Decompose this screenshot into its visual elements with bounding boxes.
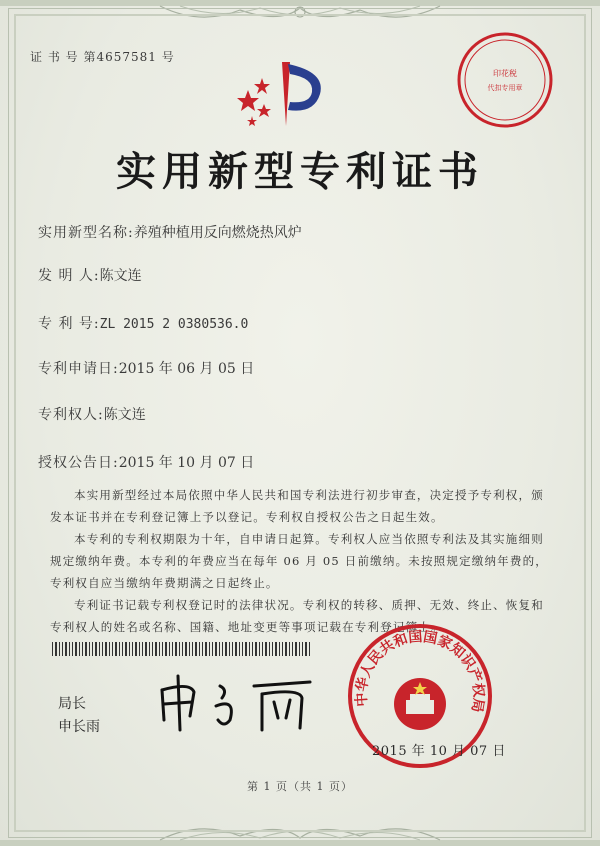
patent-office-emblem-icon: [226, 52, 346, 132]
seal-date: 2015 年 10 月 07 日: [372, 744, 506, 759]
field-label: 发 明 人:: [38, 268, 100, 284]
page-title: 实用新型专利证书: [116, 148, 484, 195]
field-label: 专利申请日:: [38, 361, 119, 377]
grant-date-field: [38, 452, 254, 472]
certificate-body: [50, 484, 550, 638]
field-value: ZL 2015 2 0380536.0: [99, 317, 249, 332]
field-value: 2015 年 10 月 07 日: [118, 455, 255, 471]
utility-model-name-field: [38, 222, 302, 242]
filing-date-field: [38, 358, 254, 378]
director-title: 局长: [58, 696, 86, 712]
patentee-field: [38, 404, 146, 424]
svg-text:代扣专用章: 代扣专用章: [487, 84, 523, 92]
field-label: 授权公告日:: [38, 455, 119, 471]
body-paragraph-2: 本专利的专利权期限为十年，自申请日起算。专利权人应当依照专利法及其实施细则规定缴纳年费。本专利的年费应当在每年 06 月 05 日前缴纳。未按照规定缴纳年费的，专利权自应当缴纳年费期满之日起终止。: [50, 532, 548, 590]
body-paragraph-1: 本实用新型经过本局依照中华人民共和国专利法进行初步审查，决定授予专利权，颁发本证书并在专利登记簿上予以登记。专利权自授权公告之日起生效。: [50, 488, 544, 524]
certificate-number: 证 书 号 第4657581 号: [30, 50, 175, 64]
director-signature: [150, 668, 330, 738]
field-value: 养殖种植用反向燃烧热风炉: [133, 225, 302, 241]
field-value: 陈文连: [99, 268, 142, 284]
barcode-icon: [52, 642, 312, 656]
field-value: 陈文连: [103, 407, 146, 423]
field-label: 实用新型名称:: [38, 225, 134, 241]
inventor-field: [38, 265, 142, 285]
field-value: 2015 年 06 月 05 日: [118, 361, 255, 377]
svg-text:印花税: 印花税: [493, 69, 517, 78]
field-label: 专利权人:: [38, 407, 104, 423]
body-paragraph-3: 专利证书记载专利权登记时的法律状况。专利权的转移、质押、无效、终止、恢复和专利权人的姓名或名称、国籍、地址变更等事项记载在专利登记簿上。: [50, 598, 544, 634]
page-footer: 第 1 页（共 1 页）: [247, 780, 353, 793]
patent-number-field: [38, 313, 248, 333]
tax-seal-icon: [455, 30, 555, 130]
svg-text:中华人民共和国国家知识产权局: 中华人民共和国国家知识产权局: [353, 629, 487, 714]
field-label: 专 利 号:: [38, 316, 100, 332]
director-name: 申长雨: [58, 719, 100, 735]
